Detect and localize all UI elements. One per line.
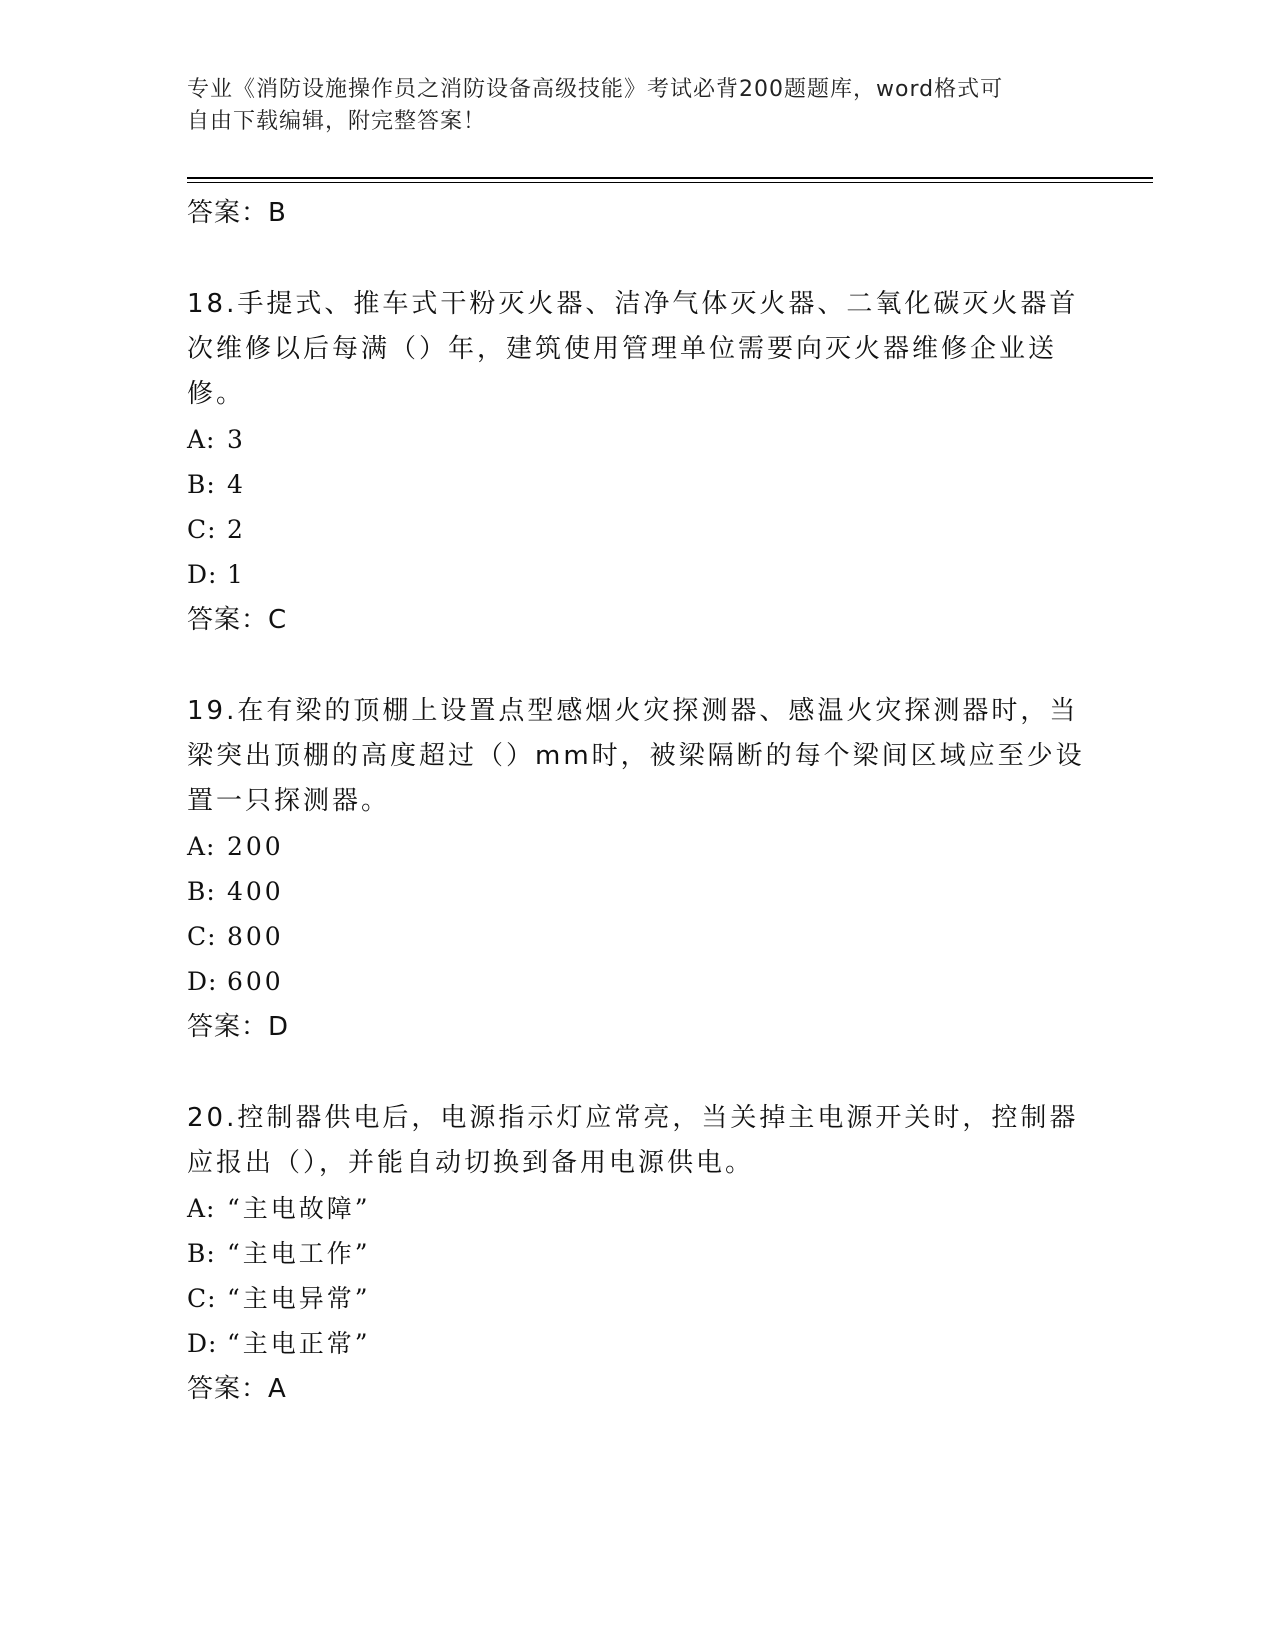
option-text: “主电故障” [227, 1194, 371, 1223]
question-text: 18.手提式、推车式干粉灭火器、洁净气体灭火器、二氧化碳灭火器首次维修以后每满（）年，建筑使用管理单位需要向灭火器维修企业送修。 [187, 289, 1079, 409]
option-list [187, 824, 1087, 1004]
option-label: D: [187, 1329, 218, 1358]
previous-answer: 答案：B [187, 198, 287, 228]
question-answer: 答案：A [187, 1374, 287, 1404]
option-label: B: [187, 877, 216, 906]
header-rule-thin [187, 182, 1153, 183]
option-d [187, 1321, 1087, 1366]
option-label: A: [187, 1194, 216, 1223]
question-20 [187, 1096, 1087, 1412]
option-b [187, 1231, 1087, 1276]
option-b [187, 462, 1087, 507]
header-title-line-1: 专业《消防设施操作员之消防设备高级技能》考试必背200题题库，word格式可 [187, 77, 1004, 102]
option-text: “主电正常” [227, 1329, 371, 1358]
option-label: C: [187, 515, 217, 544]
option-list [187, 1186, 1087, 1366]
option-a [187, 417, 1087, 462]
question-answer: 答案：D [187, 1012, 290, 1042]
question-19 [187, 689, 1087, 1050]
option-c [187, 1276, 1087, 1321]
option-label: A: [187, 425, 216, 454]
option-c [187, 507, 1087, 552]
option-label: D: [187, 560, 218, 589]
option-a [187, 824, 1087, 869]
option-label: D: [187, 967, 218, 996]
option-text: 3 [227, 425, 246, 454]
option-b [187, 869, 1087, 914]
option-text: “主电工作” [227, 1239, 371, 1268]
page-header [187, 74, 1087, 138]
option-a [187, 1186, 1087, 1231]
option-text: 400 [227, 877, 284, 906]
option-text: 800 [227, 922, 284, 951]
document-content [187, 190, 1087, 1412]
option-label: A: [187, 832, 216, 861]
option-label: C: [187, 922, 217, 951]
option-text: 2 [227, 515, 246, 544]
question-text: 20.控制器供电后，电源指示灯应常亮，当关掉主电源开关时，控制器应报出（），并能自动切换到备用电源供电。 [187, 1103, 1079, 1178]
option-label: B: [187, 1239, 216, 1268]
option-text: 600 [227, 967, 284, 996]
question-18 [187, 282, 1087, 643]
option-d [187, 959, 1087, 1004]
option-text: “主电异常” [227, 1284, 371, 1313]
question-answer: 答案：C [187, 605, 288, 635]
option-text: 200 [227, 832, 284, 861]
option-c [187, 914, 1087, 959]
header-rule-thick [187, 177, 1153, 179]
option-text: 4 [227, 470, 246, 499]
option-label: B: [187, 470, 216, 499]
question-text: 19.在有梁的顶棚上设置点型感烟火灾探测器、感温火灾探测器时，当梁突出顶棚的高度超过（）mm时，被梁隔断的每个梁间区域应至少设置一只探测器。 [187, 696, 1085, 816]
option-d [187, 552, 1087, 597]
header-title-line-2: 自由下载编辑，附完整答案！ [187, 109, 487, 134]
option-text: 1 [227, 560, 246, 589]
option-label: C: [187, 1284, 217, 1313]
option-list [187, 417, 1087, 597]
